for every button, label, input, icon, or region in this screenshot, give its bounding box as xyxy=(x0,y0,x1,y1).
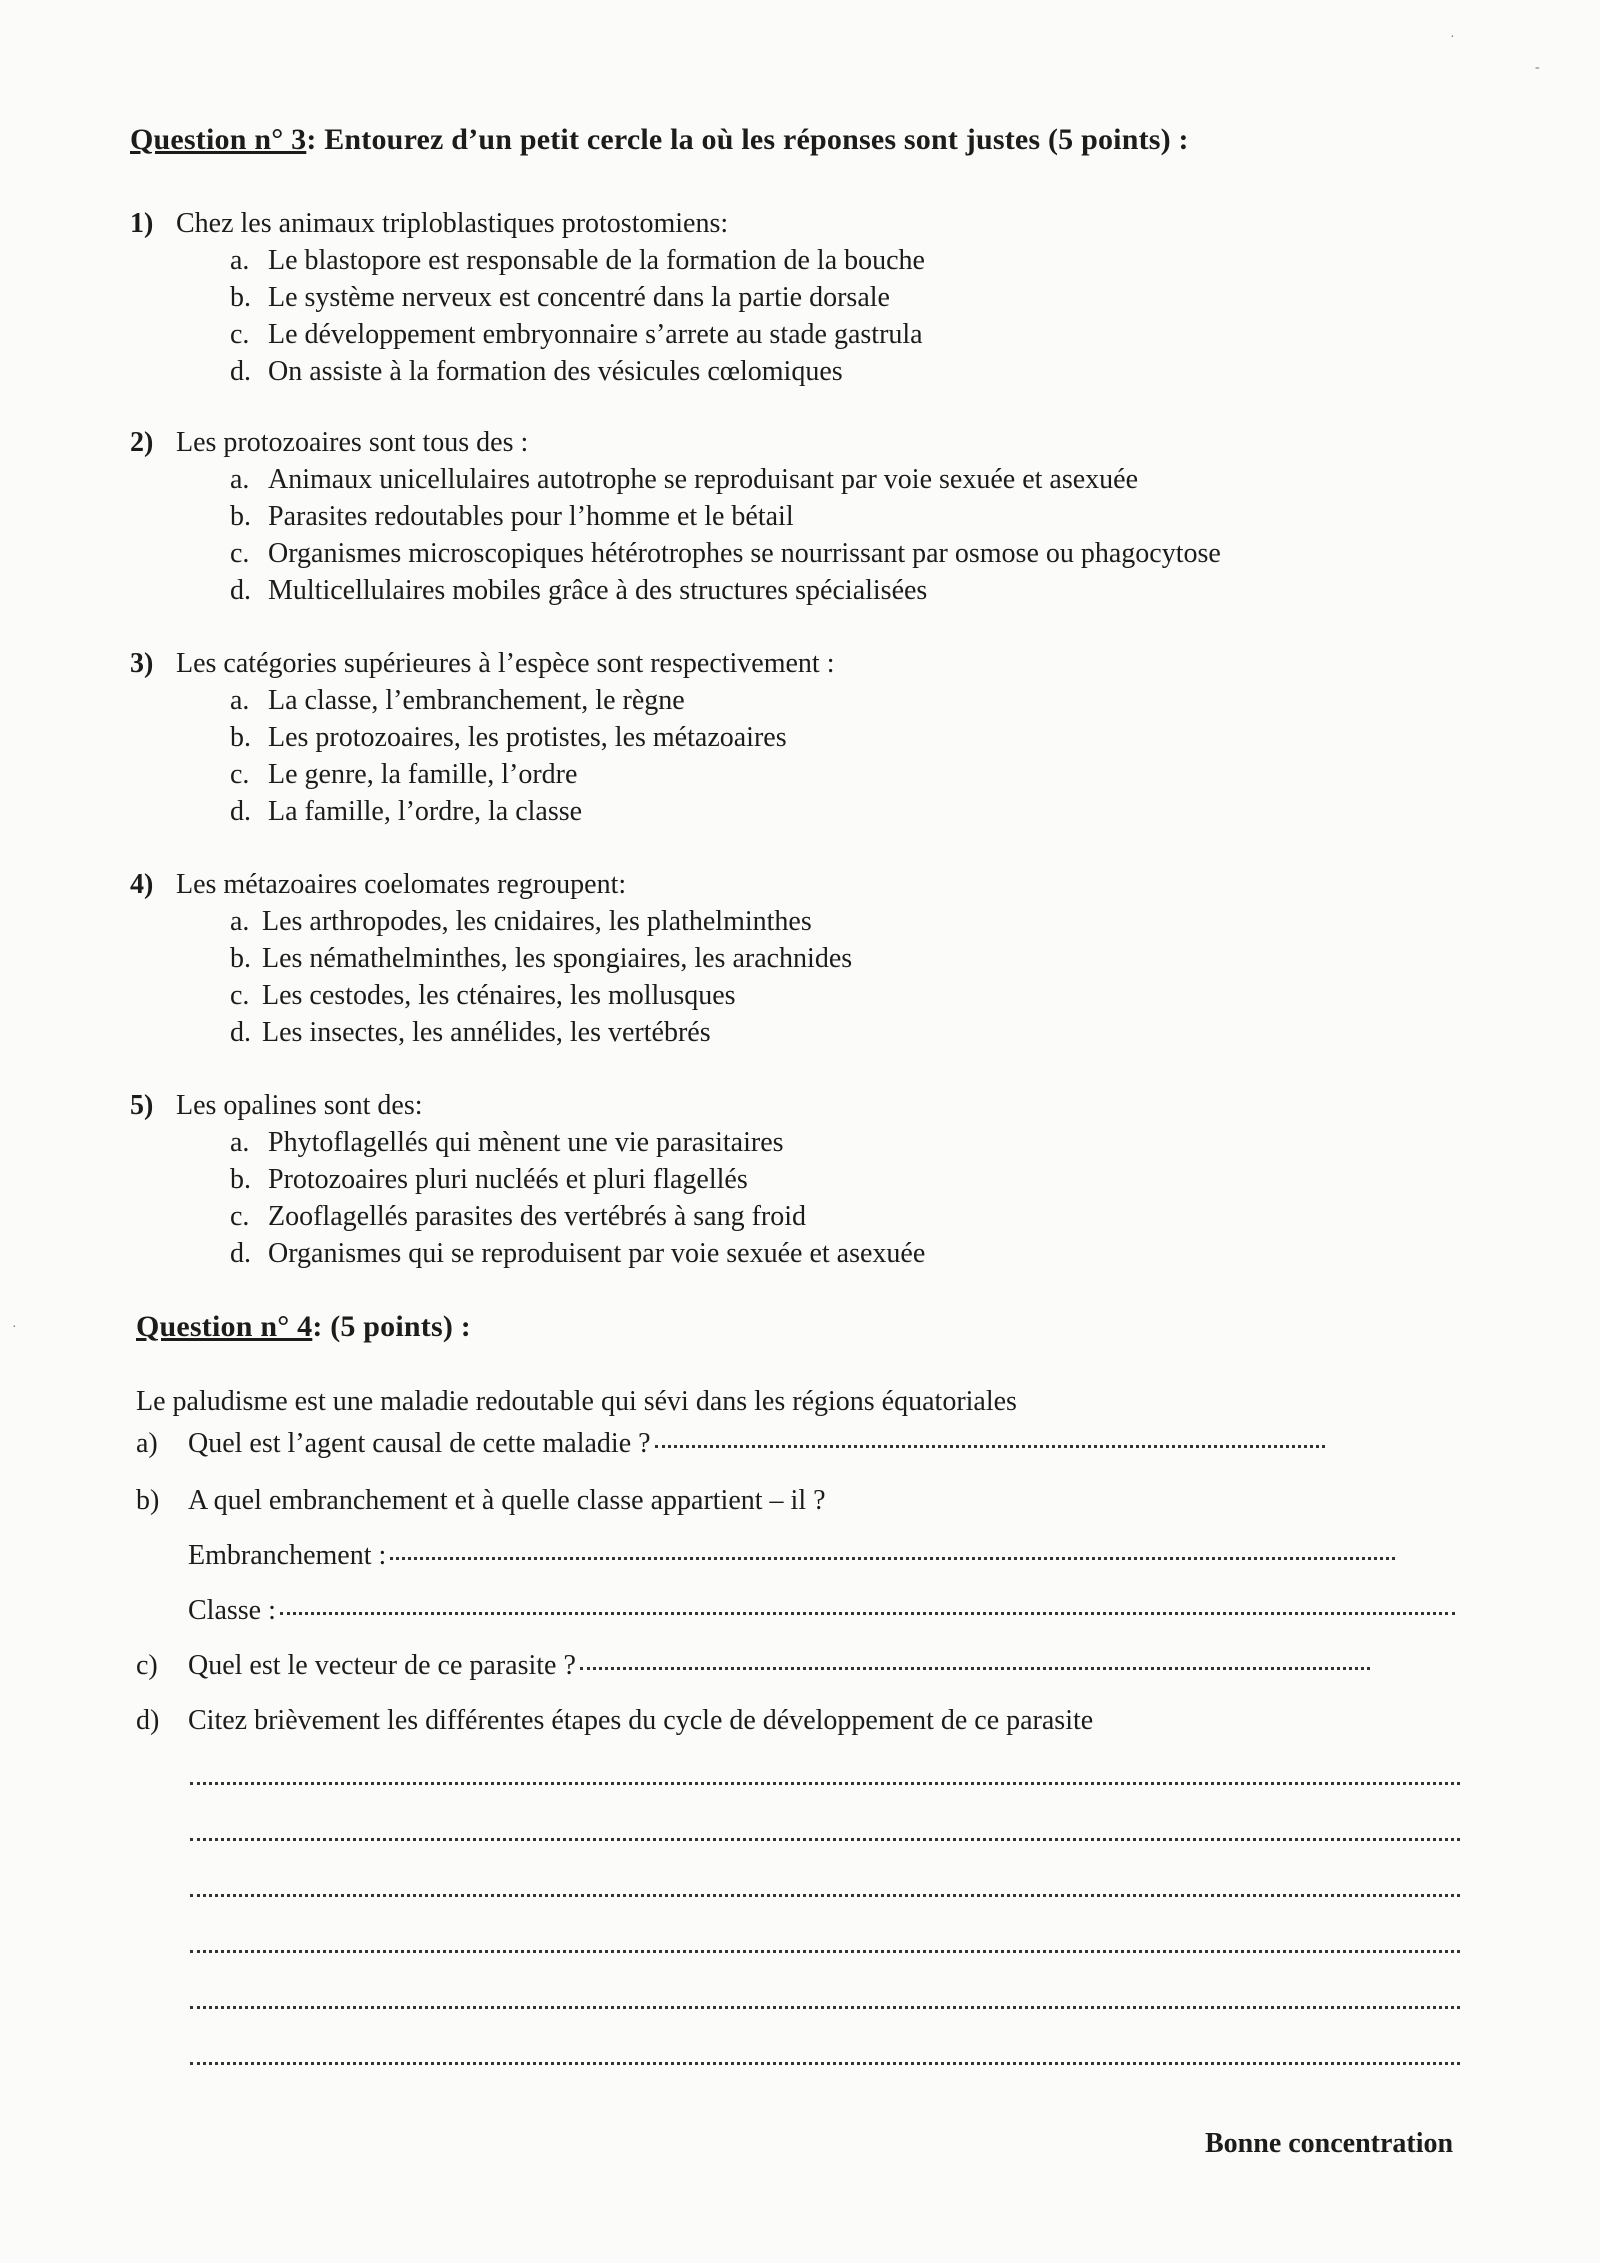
option-b[interactable] xyxy=(230,498,1221,535)
option-d[interactable] xyxy=(230,1235,925,1272)
mcq-item-1 xyxy=(130,205,925,390)
option-letter: b. xyxy=(230,501,251,532)
option-letter: c. xyxy=(230,538,250,569)
answer-field-embranchement[interactable] xyxy=(390,1557,1395,1560)
item-number: 1) xyxy=(130,208,154,239)
option-text: Le développement embryonnaire s’arrete au stade gastrula xyxy=(268,319,923,350)
question-4c xyxy=(136,1650,1370,1682)
sub-text: Citez brièvement les différentes étapes du cycle de développement de ce parasite xyxy=(188,1705,1094,1736)
question-4-points: : (5 points) : xyxy=(312,1310,471,1343)
answer-line[interactable] xyxy=(190,2006,1460,2009)
option-letter: a. xyxy=(230,906,250,937)
option-letter: a. xyxy=(230,464,250,495)
option-letter: c. xyxy=(230,759,250,790)
option-c[interactable] xyxy=(230,756,835,793)
sub-letter: b) xyxy=(136,1485,160,1516)
sub-letter: d) xyxy=(136,1705,160,1736)
embranchement-label: Embranchement : xyxy=(188,1540,387,1571)
answer-field-classe[interactable] xyxy=(280,1612,1455,1615)
option-a[interactable] xyxy=(230,682,835,719)
option-text: La classe, l’embranchement, le règne xyxy=(268,685,685,716)
option-text: Animaux unicellulaires autotrophe se reproduisant par voie sexuée et asexuée xyxy=(268,464,1139,495)
option-c[interactable] xyxy=(230,316,925,353)
option-text: La famille, l’ordre, la classe xyxy=(268,796,583,827)
answer-line[interactable] xyxy=(190,1782,1460,1785)
option-text: Le blastopore est responsable de la formation de la bouche xyxy=(268,245,925,276)
mcq-item-2 xyxy=(130,424,1221,609)
classe-label: Classe : xyxy=(188,1595,276,1626)
option-letter: c. xyxy=(230,980,250,1011)
item-stem: Chez les animaux triploblastiques protostomiens: xyxy=(176,208,729,239)
embranchement-row xyxy=(188,1540,1395,1572)
question-3-label: Question n° 3 xyxy=(130,123,307,156)
scan-speck: · xyxy=(1450,30,1455,45)
option-d[interactable] xyxy=(230,572,1221,609)
sub-letter: c) xyxy=(136,1650,158,1681)
option-letter: d. xyxy=(230,1238,251,1269)
option-letter: b. xyxy=(230,722,251,753)
option-text: Les arthropodes, les cnidaires, les plathelminthes xyxy=(262,906,812,937)
option-text: Multicellulaires mobiles grâce à des structures spécialisées xyxy=(268,575,928,606)
option-b[interactable] xyxy=(230,1161,925,1198)
answer-field-agent[interactable] xyxy=(655,1445,1325,1448)
option-text: Organismes qui se reproduisent par voie sexuée et asexuée xyxy=(268,1238,926,1269)
option-letter: c. xyxy=(230,319,250,350)
option-a[interactable] xyxy=(230,1124,925,1161)
option-a[interactable] xyxy=(230,903,852,940)
item-stem: Les catégories supérieures à l’espèce sont respectivement : xyxy=(176,648,835,679)
item-number: 3) xyxy=(130,648,154,679)
item-stem: Les opalines sont des: xyxy=(176,1090,423,1121)
question-3-title xyxy=(130,123,1189,157)
answer-line[interactable] xyxy=(190,1838,1460,1841)
item-stem: Les protozoaires sont tous des : xyxy=(176,427,529,458)
option-text: Phytoflagellés qui mènent une vie parasitaires xyxy=(268,1127,784,1158)
answer-line[interactable] xyxy=(190,2062,1460,2065)
option-text: Parasites redoutables pour l’homme et le bétail xyxy=(268,501,794,532)
item-number: 5) xyxy=(130,1090,154,1121)
option-text: Les némathelminthes, les spongiaires, les arachnides xyxy=(262,943,853,974)
answer-field-vecteur[interactable] xyxy=(580,1667,1370,1670)
option-letter: b. xyxy=(230,1164,251,1195)
question-3-instruction: : Entourez d’un petit cercle la où les réponses sont justes (5 points) : xyxy=(306,123,1189,156)
option-text: Le système nerveux est concentré dans la partie dorsale xyxy=(268,282,890,313)
question-4-label: Question n° 4 xyxy=(136,1310,313,1343)
option-letter: d. xyxy=(230,796,251,827)
question-4-title xyxy=(136,1310,471,1344)
option-letter: d. xyxy=(230,1017,251,1048)
scan-speck: · xyxy=(12,1320,17,1335)
question-4b xyxy=(136,1485,826,1517)
option-text: Protozoaires pluri nucléés et pluri flagellés xyxy=(268,1164,748,1195)
option-letter: b. xyxy=(230,943,251,974)
option-b[interactable] xyxy=(230,279,925,316)
option-letter: c. xyxy=(230,1201,250,1232)
scan-speck: - xyxy=(1535,60,1540,75)
option-text: Les cestodes, les cténaires, les mollusques xyxy=(262,980,736,1011)
option-d[interactable] xyxy=(230,353,925,390)
answer-line[interactable] xyxy=(190,1894,1460,1897)
sub-text: A quel embranchement et à quelle classe appartient – il ? xyxy=(188,1485,826,1516)
option-b[interactable] xyxy=(230,719,835,756)
option-letter: a. xyxy=(230,685,250,716)
item-number: 2) xyxy=(130,427,154,458)
classe-row xyxy=(188,1595,1455,1627)
option-text: Organismes microscopiques hétérotrophes se nourrissant par osmose ou phagocytose xyxy=(268,538,1221,569)
option-text: Zooflagellés parasites des vertébrés à sang froid xyxy=(268,1201,807,1232)
option-c[interactable] xyxy=(230,977,852,1014)
mcq-item-3 xyxy=(130,645,835,830)
question-4-intro: Le paludisme est une maladie redoutable qui sévi dans les régions équatoriales xyxy=(136,1386,1017,1417)
sub-text: Quel est le vecteur de ce parasite ? xyxy=(188,1650,576,1681)
closing-note: Bonne concentration xyxy=(1205,2128,1454,2159)
item-stem: Les métazoaires coelomates regroupent: xyxy=(176,869,627,900)
option-text: Le genre, la famille, l’ordre xyxy=(268,759,578,790)
option-text: Les protozoaires, les protistes, les métazoaires xyxy=(268,722,787,753)
mcq-item-4 xyxy=(130,866,852,1051)
option-c[interactable] xyxy=(230,535,1221,572)
question-4a xyxy=(136,1428,1325,1460)
answer-line[interactable] xyxy=(190,1950,1460,1953)
mcq-item-5 xyxy=(130,1087,925,1272)
sub-letter: a) xyxy=(136,1428,158,1459)
option-c[interactable] xyxy=(230,1198,925,1235)
option-letter: b. xyxy=(230,282,251,313)
option-a[interactable] xyxy=(230,461,1221,498)
option-letter: d. xyxy=(230,356,251,387)
option-letter: a. xyxy=(230,245,250,276)
option-letter: a. xyxy=(230,1127,250,1158)
option-a[interactable] xyxy=(230,242,925,279)
option-text: On assiste à la formation des vésicules cœlomiques xyxy=(268,356,843,387)
option-b[interactable] xyxy=(230,940,852,977)
option-letter: d. xyxy=(230,575,251,606)
sub-text: Quel est l’agent causal de cette maladie ? xyxy=(188,1428,651,1459)
option-d[interactable] xyxy=(230,793,835,830)
question-4d xyxy=(136,1705,1093,1737)
option-d[interactable] xyxy=(230,1014,852,1051)
item-number: 4) xyxy=(130,869,154,900)
option-text: Les insectes, les annélides, les vertébrés xyxy=(262,1017,711,1048)
